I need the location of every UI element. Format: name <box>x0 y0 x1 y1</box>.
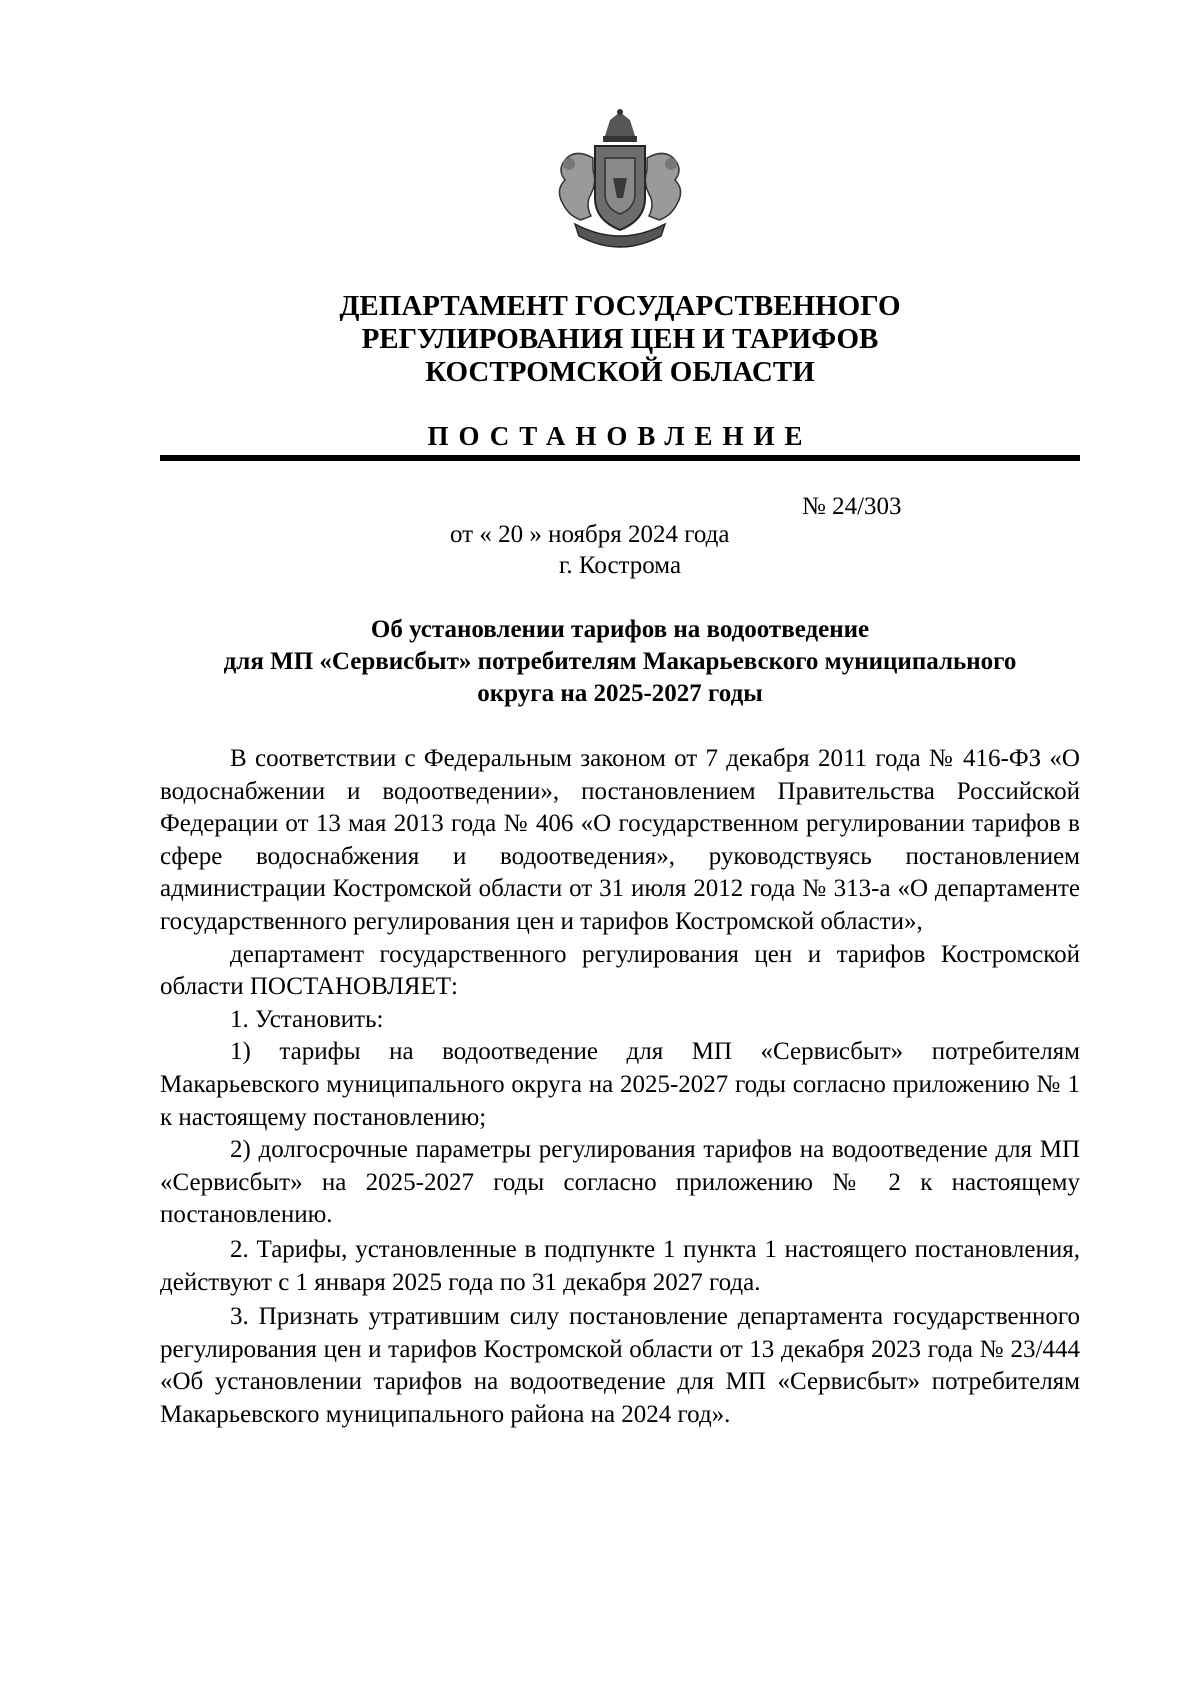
decree-date: от « 20 » ноября 2024 года <box>450 521 730 548</box>
paragraph-resolves: департамент государственного регулирования цен и тарифов Костромской области ПОСТАНОВЛЯЕТ: <box>160 940 1080 1001</box>
decree-number: № 24/303 <box>802 493 902 520</box>
department-name <box>160 290 1080 389</box>
decree-meta <box>425 493 902 605</box>
subject-line-1: Об установлении тарифов на водоотведение <box>370 616 870 643</box>
paragraph-preamble: В соответствии с Федеральным законом от 7 декабря 2011 года № 416-ФЗ «О водоснабжении и водоотведении», постановлением Правительства Российской Федерации от 13 мая 2013 года № 406 «О государственном регулировании тарифов в сфере водоснабжения и водоотведения», руководствуясь постановлением администрации Костромской области от 31 июля 2012 года № 313-а «О департаменте государственного регулирования цен и тарифов Костромской области», <box>160 745 1080 935</box>
city: г. Кострома <box>558 552 682 579</box>
paragraph-subitem-1: 1) тарифы на водоотведение для МП «Сервисбыт» потребителям Макарьевского муниципального округа на 2025-2027 годы согласно приложению № 1 к настоящему постановлению; <box>160 1038 1080 1131</box>
decree-subject <box>160 614 1080 710</box>
header-divider <box>160 455 1080 461</box>
decree-title: ПОСТАНОВЛЕНИЕ <box>427 421 813 451</box>
department-line-1: ДЕПАРТАМЕНТ ГОСУДАРСТВЕННОГО <box>339 290 901 322</box>
department-line-3: КОСТРОМСКОЙ ОБЛАСТИ <box>425 356 815 388</box>
paragraph-item-2: 2. Тарифы, установленные в подпункте 1 пункта 1 настоящего постановления, действуют с 1 января 2025 года по 31 декабря 2027 года. <box>160 1235 1080 1296</box>
document-page <box>160 0 1080 1696</box>
decree-body <box>160 743 1080 1431</box>
paragraph-item-1: 1. Установить: <box>230 1005 384 1033</box>
coat-of-arms-icon <box>535 108 705 260</box>
subject-line-2: для МП «Сервисбыт» потребителям Макарьевского муниципального <box>223 648 1017 675</box>
paragraph-item-3: 3. Признать утратившим силу постановление департамента государственного регулирования цен и тарифов Костромской области от 13 декабря 2023 года № 23/444 «Об установлении тарифов на водоотведение для МП «Сервисбыт» потребителям Макарьевского муниципального района на 2024 год». <box>160 1303 1080 1428</box>
subject-line-3: округа на 2025-2027 годы <box>477 680 763 707</box>
department-line-2: РЕГУЛИРОВАНИЯ ЦЕН И ТАРИФОВ <box>361 323 879 355</box>
paragraph-subitem-2: 2) долгосрочные параметры регулирования тарифов на водоотведение для МП «Сервисбыт» на 2025-2027 годы согласно приложению № 2 к настоящему постановлению. <box>160 1136 1080 1229</box>
